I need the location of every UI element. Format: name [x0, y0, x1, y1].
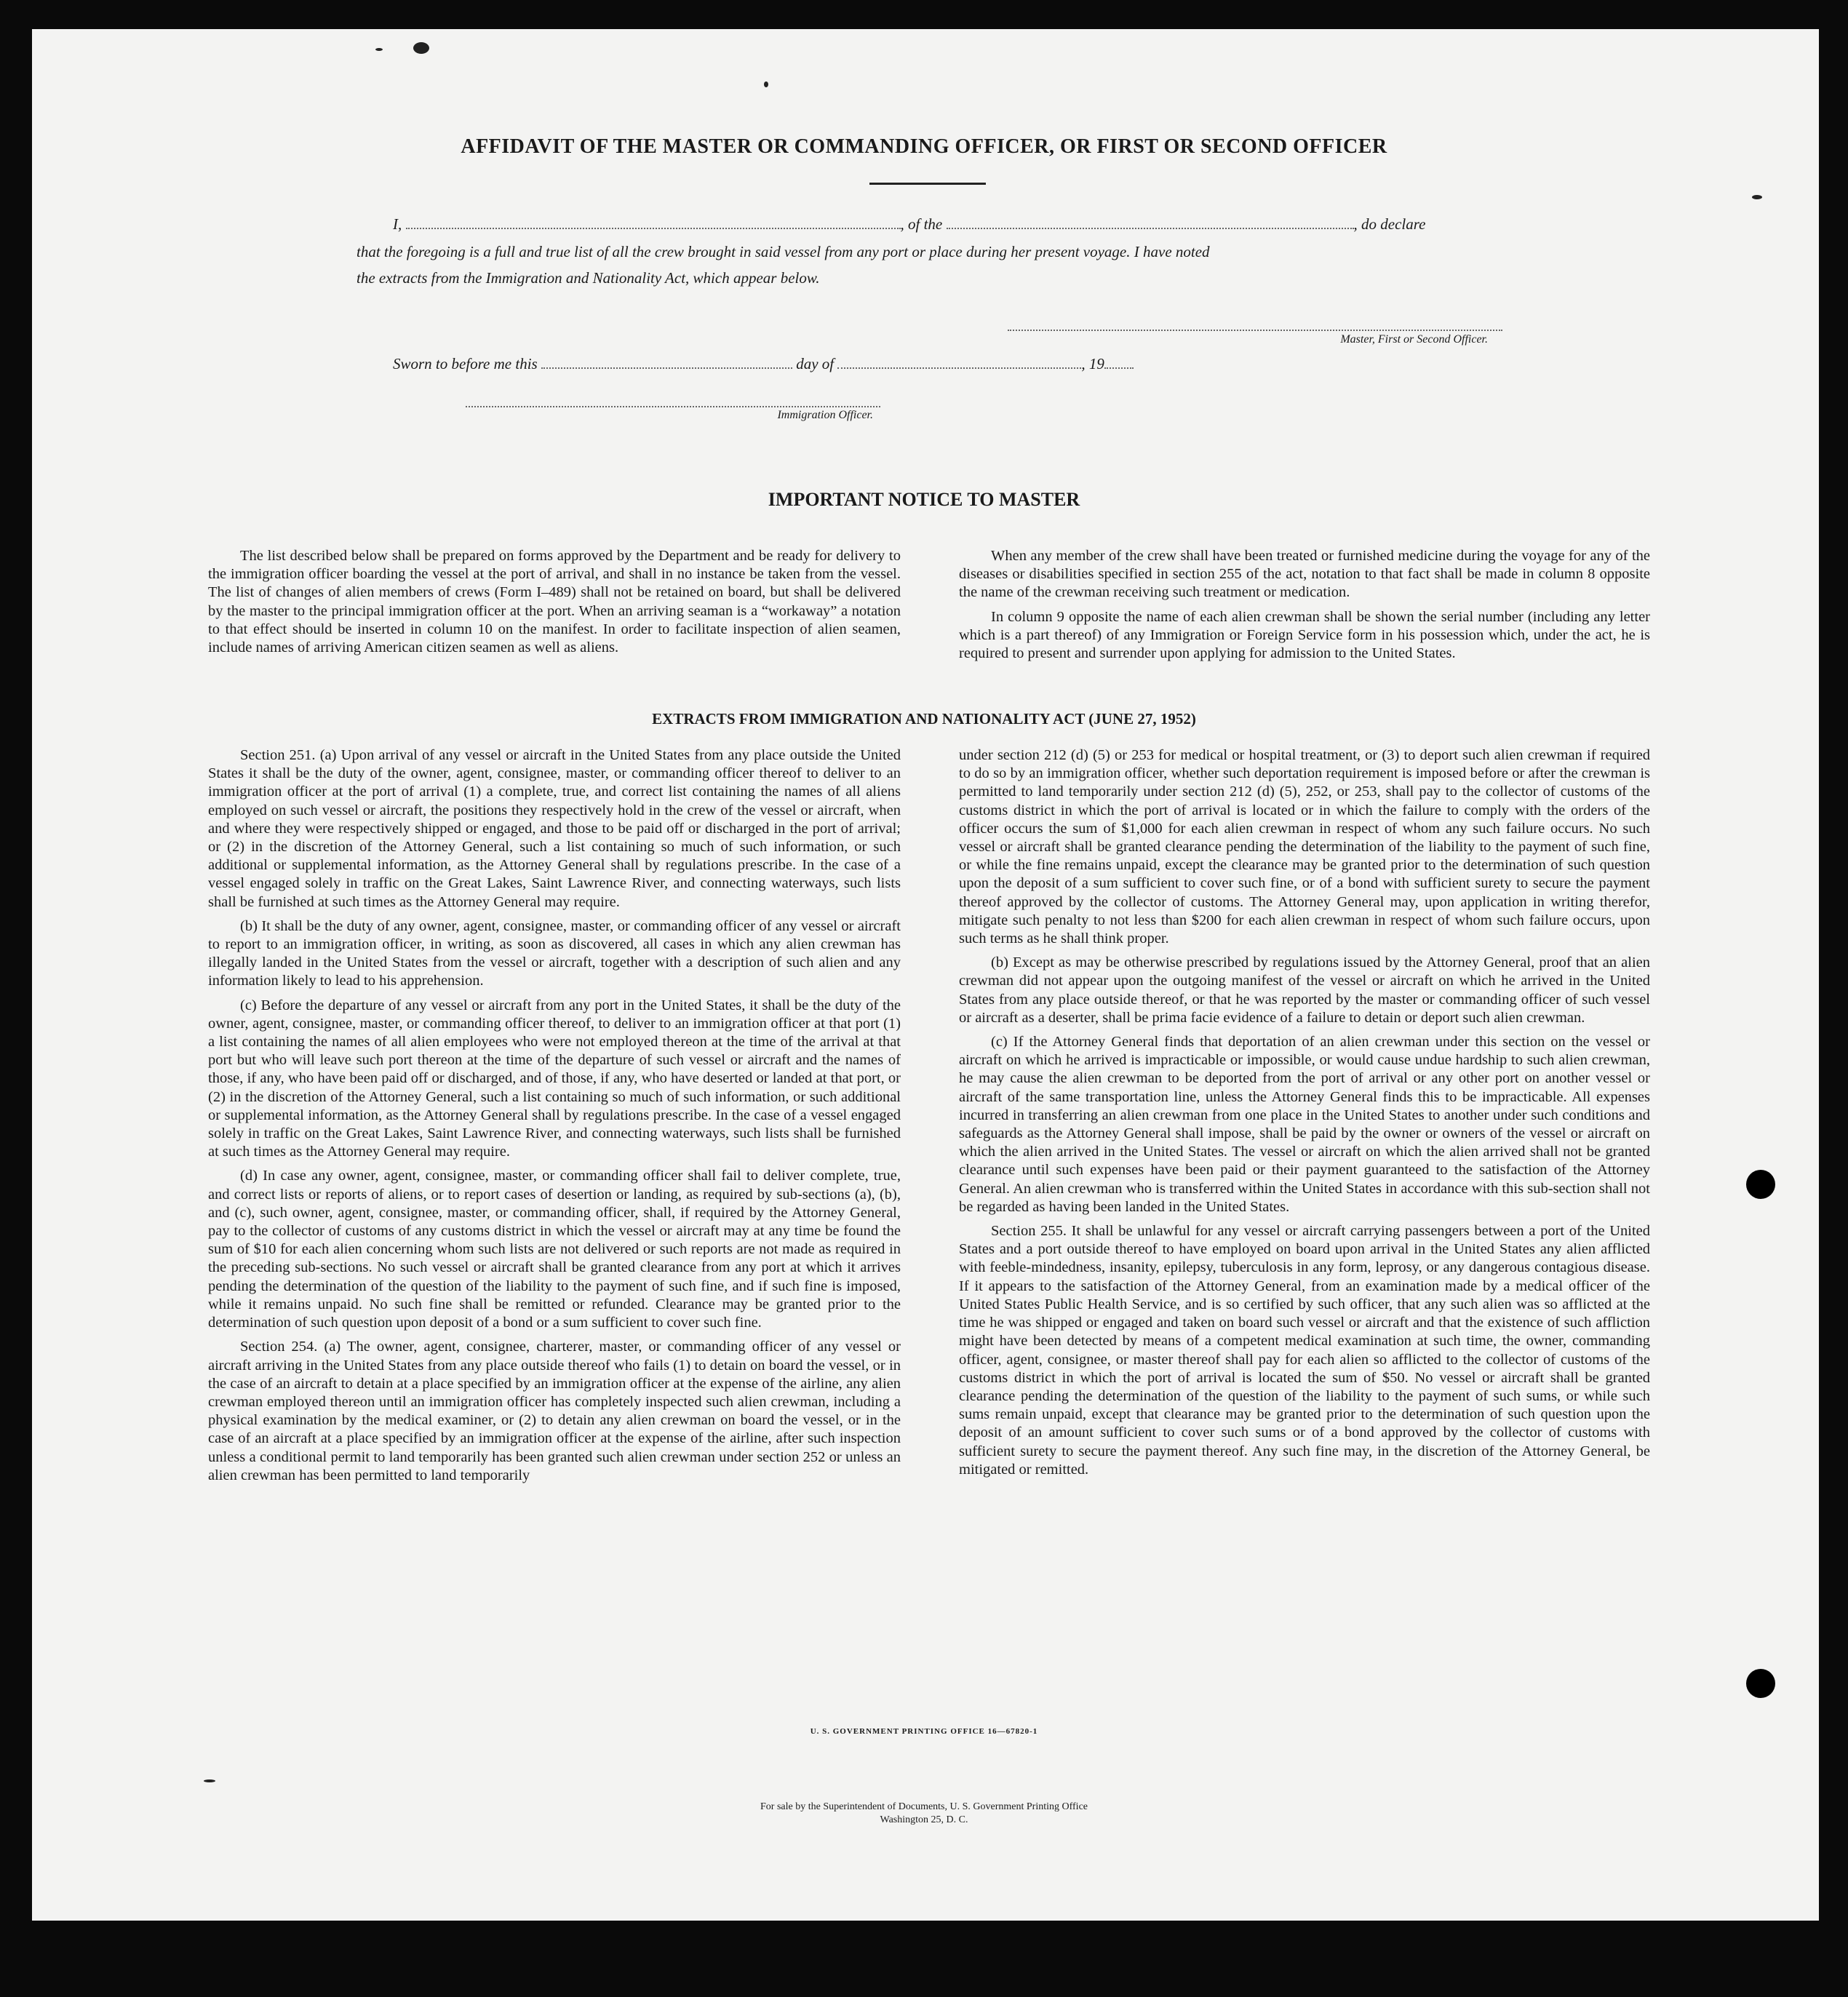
day-of-label: day of [796, 355, 835, 372]
year-prefix-label: , 19 [1081, 355, 1104, 372]
extract-paragraph: Section 255. It shall be unlawful for any vessel or aircraft carrying passengers between a port of the United States and a port outside thereof to have employed on board upon arrival in the United States any alien afflicted with feeble-mindedness, insanity, epilepsy, tuberculosis in any form, leprosy, or any dangerous contagious disease. If it appears to the satisfaction of the Attorney General, from an examination made by a medical officer of the United States Public Health Service, and is so certified by such officer, that any such alien was so afflicted at the time he was shipped or engaged and taken on board such vessel or aircraft and that the existence of such affliction might have been detected by means of a competent medical examination at such time, the owner, commanding officer, agent, consignee, or master thereof shall pay for each alien so afflicted to the collector of customs of the customs district in which the port of arrival is located the sum of $50. No vessel or aircraft shall be granted clearance pending the determination of the question of the liability to the payment of such sums, or while such sums remain unpaid, except that clearance may be granted prior to the determination of such question upon the deposit of an amount sufficient to cover such sums or of a bond approved by the collector of customs with sufficient surety to secure the payment thereof. Any such fine may, in the discretion of the Attorney General, be mitigated or remitted. [959, 1223, 1650, 1478]
ink-speck [764, 81, 768, 87]
notice-heading: IMPORTANT NOTICE TO MASTER [768, 489, 1080, 510]
sworn-year-field[interactable] [1104, 367, 1134, 369]
master-name-field[interactable] [406, 228, 901, 229]
declaration-line [393, 215, 1499, 234]
extract-paragraph: Section 251. (a) Upon arrival of any vessel or aircraft in the United States from any place outside the United States it shall be the duty of the owner, agent, consignee, master, or commanding officer thereof to deliver to an immigration officer at the port of arrival (1) a complete, true, and correct list containing the names of all aliens employed on such vessel or aircraft, the positions they respectively hold in the crew of the vessel or aircraft, when and where they were respectively shipped or engaged, and those to be paid off or discharged in the port of arrival; or (2) in the discretion of the Attorney General, such a list containing so much of such information, or such additional or supplemental information, as the Attorney General shall by regulations prescribe. In the case of a vessel engaged solely in traffic on the Great Lakes, Saint Lawrence River, and connecting waterways, such lists shall be furnished at such times as the Attorney General may require. [208, 747, 901, 910]
sale-line-2: Washington 25, D. C. [880, 1814, 968, 1825]
sworn-month-field[interactable] [837, 367, 1081, 369]
extract-paragraph: (c) If the Attorney General finds that deportation of an alien crewman under this section on the vessel or aircraft on which he arrived is impracticable or impossible, or would cause undue hardship to such alien crewman, he may cause the alien crewman to be deported from the port of arrival or any other port on another vessel or aircraft of the same transportation line, unless the Attorney General finds this to be impracticable. All expenses incurred in transferring an alien crewman from one place in the United States to another under such conditions and safeguards as the Attorney General shall impose, shall be paid by the owner or owners of the vessel or aircraft on which the alien arrived in the United States. The vessel or aircraft on which the alien arrived shall not be granted clearance until such expenses have been paid or their payment guaranteed to the satisfaction of the Attorney General. An alien crewman who is transferred within the United States in accordance with this sub-section shall not be regarded as having been landed in the United States. [959, 1034, 1650, 1215]
sworn-label: Sworn to before me this [393, 355, 538, 372]
statement-line-2: the extracts from the Immigration and Nationality Act, which appear below. [357, 269, 820, 287]
notice-left-column [208, 547, 901, 663]
master-signature-label: Master, First or Second Officer. [1340, 333, 1488, 346]
vessel-name-field[interactable] [947, 228, 1354, 229]
punch-hole [1746, 1669, 1775, 1698]
extract-paragraph: Section 254. (a) The owner, agent, consignee, charterer, master, or commanding officer of any vessel or aircraft arriving in the United States from any place outside thereof who fails (1) to detain on board the vessel, or in the case of an aircraft to detain at a place specified by an immigration officer at the expense of the airline, any alien crewman employed thereon until an immigration officer has completely inspected such alien crewman, including a physical examination by the medical examiner, or (2) to detain any alien crewman on board the vessel, or in the case of an aircraft at a place specified by an immigration officer at the expense of the airline, after such inspection unless a conditional permit to land temporarily has been granted such alien crewman under section 252 or unless an alien crewman has been permitted to land temporarily [208, 1339, 901, 1483]
of-the-label: , of the [900, 215, 943, 233]
master-signature-line[interactable] [1008, 330, 1502, 331]
ink-speck [204, 1779, 215, 1782]
statement-line-1: that the foregoing is a full and true list of all the crew brought in said vessel from any port or place during her present voyage. I have noted [357, 243, 1210, 260]
do-declare-label: , do declare [1353, 215, 1426, 233]
notice-right-paragraph-1: When any member of the crew shall have been treated or furnished medicine during the voyage for any of the diseases or disabilities specified in section 255 of the act, notation to that fact shall be made in column 8 opposite the name of the crewman receiving such treatment or medication. [959, 548, 1650, 601]
extract-paragraph: (d) In case any owner, agent, consignee, master, or commanding officer shall fail to deliver complete, true, and correct lists or reports of aliens, or to report cases of desertion or landing, as required by sub-sections (a), (b), and (c), such owner, agent, consignee, master, or commanding officer, shall, if required by the Attorney General, pay to the collector of customs of any customs district in which the vessel or aircraft may at any time be found the sum of $10 for each alien concerning whom such lists are not delivered or such reports are not made as required in the preceding sub-sections. No such vessel or aircraft shall be granted clearance from any port at which it arrives pending the determination of the question of the liability to the payment of such fine, and if such fine is imposed, while it remains unpaid. No such fine shall be remitted or refunded. Clearance may be granted prior to the determination of such question upon deposit of a bond or a sum sufficient to cover such fine. [208, 1168, 901, 1331]
notice-right-paragraph-2: In column 9 opposite the name of each alien crewman shall be shown the serial number (including any letter which is a part thereof) of any Immigration or Foreign Service form in his possession which, under the act, he is required to present and surrender upon applying for admission to the United States. [959, 608, 1650, 662]
notice-left-paragraph: The list described below shall be prepared on forms approved by the Department and be ready for delivery to the immigration officer boarding the vessel at the port of arrival, and shall in no instance be taken from the vessel. The list of changes of alien members of crews (Form I–489) shall not be retained on board, but shall be delivered by the master to the principal immigration officer at the port. When an arriving seaman is a “workaway” a notation to that effect should be inserted in column 10 on the manifest. In order to facilitate inspection of alien seamen, include names of arriving American citizen seamen as well as aliens. [208, 548, 901, 656]
affidavit-title: AFFIDAVIT OF THE MASTER OR COMMANDING OFFICER, OR FIRST OR SECOND OFFICER [461, 135, 1387, 158]
extract-paragraph: (b) Except as may be otherwise prescribed by regulations issued by the Attorney General, proof that an alien crewman did not appear upon the outgoing manifest of the vessel or aircraft on which he arrived in the United States from any place outside thereof, or that he was reported by the master or commanding officer of such vessel or aircraft as a deserter, shall be prima facie evidence of a failure to detain or deport such alien crewman. [959, 954, 1650, 1026]
notice-right-column [959, 547, 1650, 669]
ink-speck [375, 48, 383, 51]
extract-paragraph: (c) Before the departure of any vessel or aircraft from any port in the United States, it shall be the duty of the owner, agent, consignee, master, or commanding officer thereof, to deliver to an immigration officer at that port (1) a list containing the names of all alien employees who were not employed thereon at the time of the arrival at that port but who will leave such port thereon at the time of the departure of such vessel or aircraft and the names of those, if any, who have been paid off or discharged, and of those, if any, who have deserted or landed at that port, or (2) in the discretion of the Attorney General, such a list containing so much of such information, or such additional or supplemental information, as the Attorney General shall by regulations prescribe. In the case of a vessel engaged solely in traffic on the Great Lakes, Saint Lawrence River, and connecting waterways, such lists shall be furnished at such times as the Attorney General may require. [208, 997, 901, 1160]
immigration-officer-label: Immigration Officer. [777, 409, 873, 421]
ink-speck [1752, 195, 1762, 199]
immigration-officer-signature-line[interactable] [466, 406, 880, 407]
extracts-right-column [959, 746, 1650, 1485]
printer-imprint: U. S. GOVERNMENT PRINTING OFFICE 16—67820-1 [810, 1727, 1038, 1736]
extracts-heading: EXTRACTS FROM IMMIGRATION AND NATIONALITY ACT (JUNE 27, 1952) [652, 710, 1196, 728]
sale-line-1: For sale by the Superintendent of Documents, U. S. Government Printing Office [760, 1801, 1088, 1812]
sworn-line [393, 355, 1266, 373]
punch-hole [1746, 1170, 1775, 1199]
extracts-left-column [208, 746, 901, 1491]
title-underline [869, 183, 986, 185]
sworn-day-field[interactable] [541, 367, 792, 369]
i-label: I, [393, 215, 402, 233]
extract-paragraph: (b) It shall be the duty of any owner, agent, consignee, master, or commanding officer of any vessel or aircraft to report to an immigration officer, in writing, as soon as discovered, all cases in which any alien crewman has illegally landed in the United States from the vessel or aircraft, together with a description of such alien and any information likely to lead to his apprehension. [208, 917, 901, 989]
ink-speck [413, 42, 429, 54]
extract-paragraph: under section 212 (d) (5) or 253 for medical or hospital treatment, or (3) to deport such alien crewman if required to do so by an immigration officer, whether such deportation requirement is imposed before or after the crewman is permitted to land temporarily under section 212 (d) (5), 252, or 253, shall pay to the collector of customs of the customs district in which the port of arrival is located or in which the failure to comply with the orders of the officer occurs the sum of $1,000 for each alien crewman in respect of whom any such failure occurs. No such vessel or aircraft shall be granted clearance pending the determination of the liability to the payment of such fine, or while the fine remains unpaid, except the clearance may be granted prior to the determination of such question upon the deposit of a sum sufficient to cover such fine, or of a bond with sufficient surety to secure the payment thereof approved by the collector of customs. The Attorney General may, upon application in writing therefor, mitigate such penalty to not less than $200 for each alien crewman in respect of whom such failure occurs, upon such terms as he shall think proper. [959, 747, 1650, 947]
